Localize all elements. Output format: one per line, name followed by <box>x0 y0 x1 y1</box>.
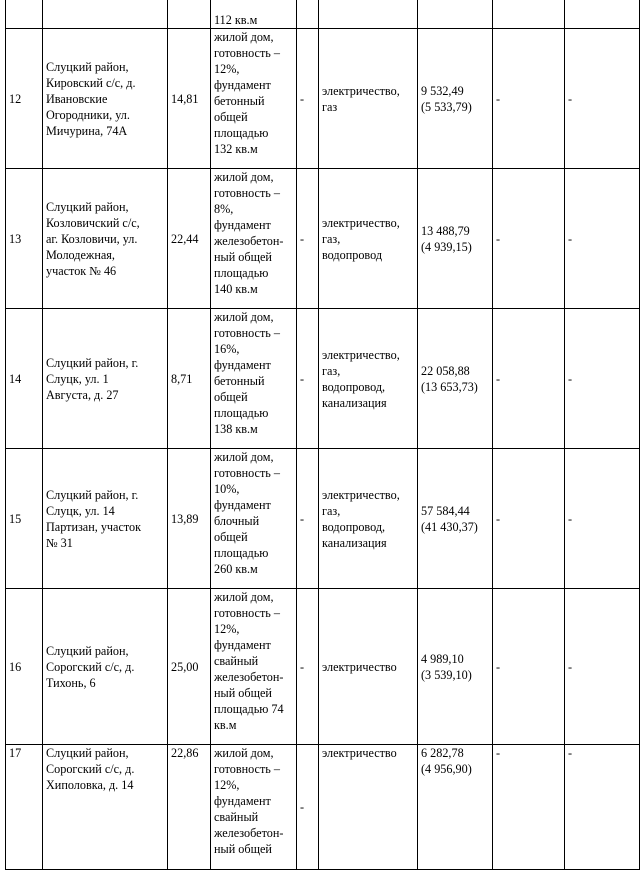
cell-extra-2: - <box>565 589 640 745</box>
cell-utilities: электричество <box>319 589 418 745</box>
cell-blank: - <box>297 309 319 449</box>
cell-num <box>6 0 43 29</box>
cell-address: Слуцкий район, г. Слуцк, ул. 14 Партизан, участок № 31 <box>43 449 168 589</box>
cell-num: 15 <box>6 449 43 589</box>
cell-description: жилой дом, готовность – 12%, фундамент свайный железобетон- ный общей <box>211 745 297 870</box>
land-plots-table <box>5 0 640 870</box>
cell-description: жилой дом, готовность – 8%, фундамент железобетон- ный общей площадью 140 кв.м <box>211 169 297 309</box>
cell-num: 13 <box>6 169 43 309</box>
cell-utilities: электричество, газ <box>319 29 418 169</box>
cell-num: 17 <box>6 745 43 870</box>
cell-description: 112 кв.м <box>211 0 297 29</box>
cell-address: Слуцкий район, Кировский с/с, д. Ивановские Огородники, ул. Мичурина, 74А <box>43 29 168 169</box>
cell-description: жилой дом, готовность – 16%, фундамент бетонный общей площадью 138 кв.м <box>211 309 297 449</box>
cell-blank: - <box>297 449 319 589</box>
cell-extra-1: - <box>493 169 565 309</box>
cell-blank: - <box>297 589 319 745</box>
cell-description: жилой дом, готовность – 12%, фундамент свайный железобетон- ный общей площадью 74 кв.м <box>211 589 297 745</box>
cell-blank: - <box>297 745 319 870</box>
cell-area: 22,86 <box>168 745 211 870</box>
cell-price: 4 989,10 (3 539,10) <box>418 589 493 745</box>
cell-extra-2: - <box>565 449 640 589</box>
table-row <box>6 589 640 745</box>
cell-extra-2: - <box>565 29 640 169</box>
cell-price: 57 584,44 (41 430,37) <box>418 449 493 589</box>
table-row <box>6 169 640 309</box>
cell-price: 6 282,78 (4 956,90) <box>418 745 493 870</box>
table-row <box>6 745 640 870</box>
cell-price: 22 058,88 (13 653,73) <box>418 309 493 449</box>
cell-blank: - <box>297 169 319 309</box>
cell-address: Слуцкий район, Сорогский с/с, д. Тихонь, 6 <box>43 589 168 745</box>
cell-description: жилой дом, готовность – 12%, фундамент бетонный общей площадью 132 кв.м <box>211 29 297 169</box>
cell-extra-1: - <box>493 449 565 589</box>
cell-blank <box>297 0 319 29</box>
cell-price <box>418 0 493 29</box>
table-row <box>6 29 640 169</box>
cell-extra-2: - <box>565 745 640 870</box>
cell-utilities: электричество <box>319 745 418 870</box>
cell-extra-2: - <box>565 309 640 449</box>
cell-area: 13,89 <box>168 449 211 589</box>
cell-address: Слуцкий район, Козловичский с/с, аг. Козловичи, ул. Молодежная, участок № 46 <box>43 169 168 309</box>
table-row-continued <box>6 0 640 29</box>
cell-price: 13 488,79 (4 939,15) <box>418 169 493 309</box>
cell-extra-2 <box>565 0 640 29</box>
cell-num: 12 <box>6 29 43 169</box>
cell-extra-1: - <box>493 29 565 169</box>
cell-extra-2: - <box>565 169 640 309</box>
cell-utilities: электричество, газ, водопровод <box>319 169 418 309</box>
cell-utilities: электричество, газ, водопровод, канализация <box>319 309 418 449</box>
cell-area: 22,44 <box>168 169 211 309</box>
table-row <box>6 449 640 589</box>
cell-address <box>43 0 168 29</box>
cell-extra-1 <box>493 0 565 29</box>
cell-num: 14 <box>6 309 43 449</box>
cell-num: 16 <box>6 589 43 745</box>
cell-area: 14,81 <box>168 29 211 169</box>
cell-description: жилой дом, готовность – 10%, фундамент блочный общей площадью 260 кв.м <box>211 449 297 589</box>
cell-area: 25,00 <box>168 589 211 745</box>
cell-blank: - <box>297 29 319 169</box>
cell-area: 8,71 <box>168 309 211 449</box>
cell-extra-1: - <box>493 309 565 449</box>
cell-address: Слуцкий район, г. Слуцк, ул. 1 Августа, д. 27 <box>43 309 168 449</box>
cell-extra-1: - <box>493 589 565 745</box>
cell-price: 9 532,49 (5 533,79) <box>418 29 493 169</box>
cell-utilities: электричество, газ, водопровод, канализация <box>319 449 418 589</box>
table-row <box>6 309 640 449</box>
cell-area <box>168 0 211 29</box>
cell-utilities <box>319 0 418 29</box>
cell-extra-1: - <box>493 745 565 870</box>
cell-address: Слуцкий район, Сорогский с/с, д. Хиполовка, д. 14 <box>43 745 168 870</box>
